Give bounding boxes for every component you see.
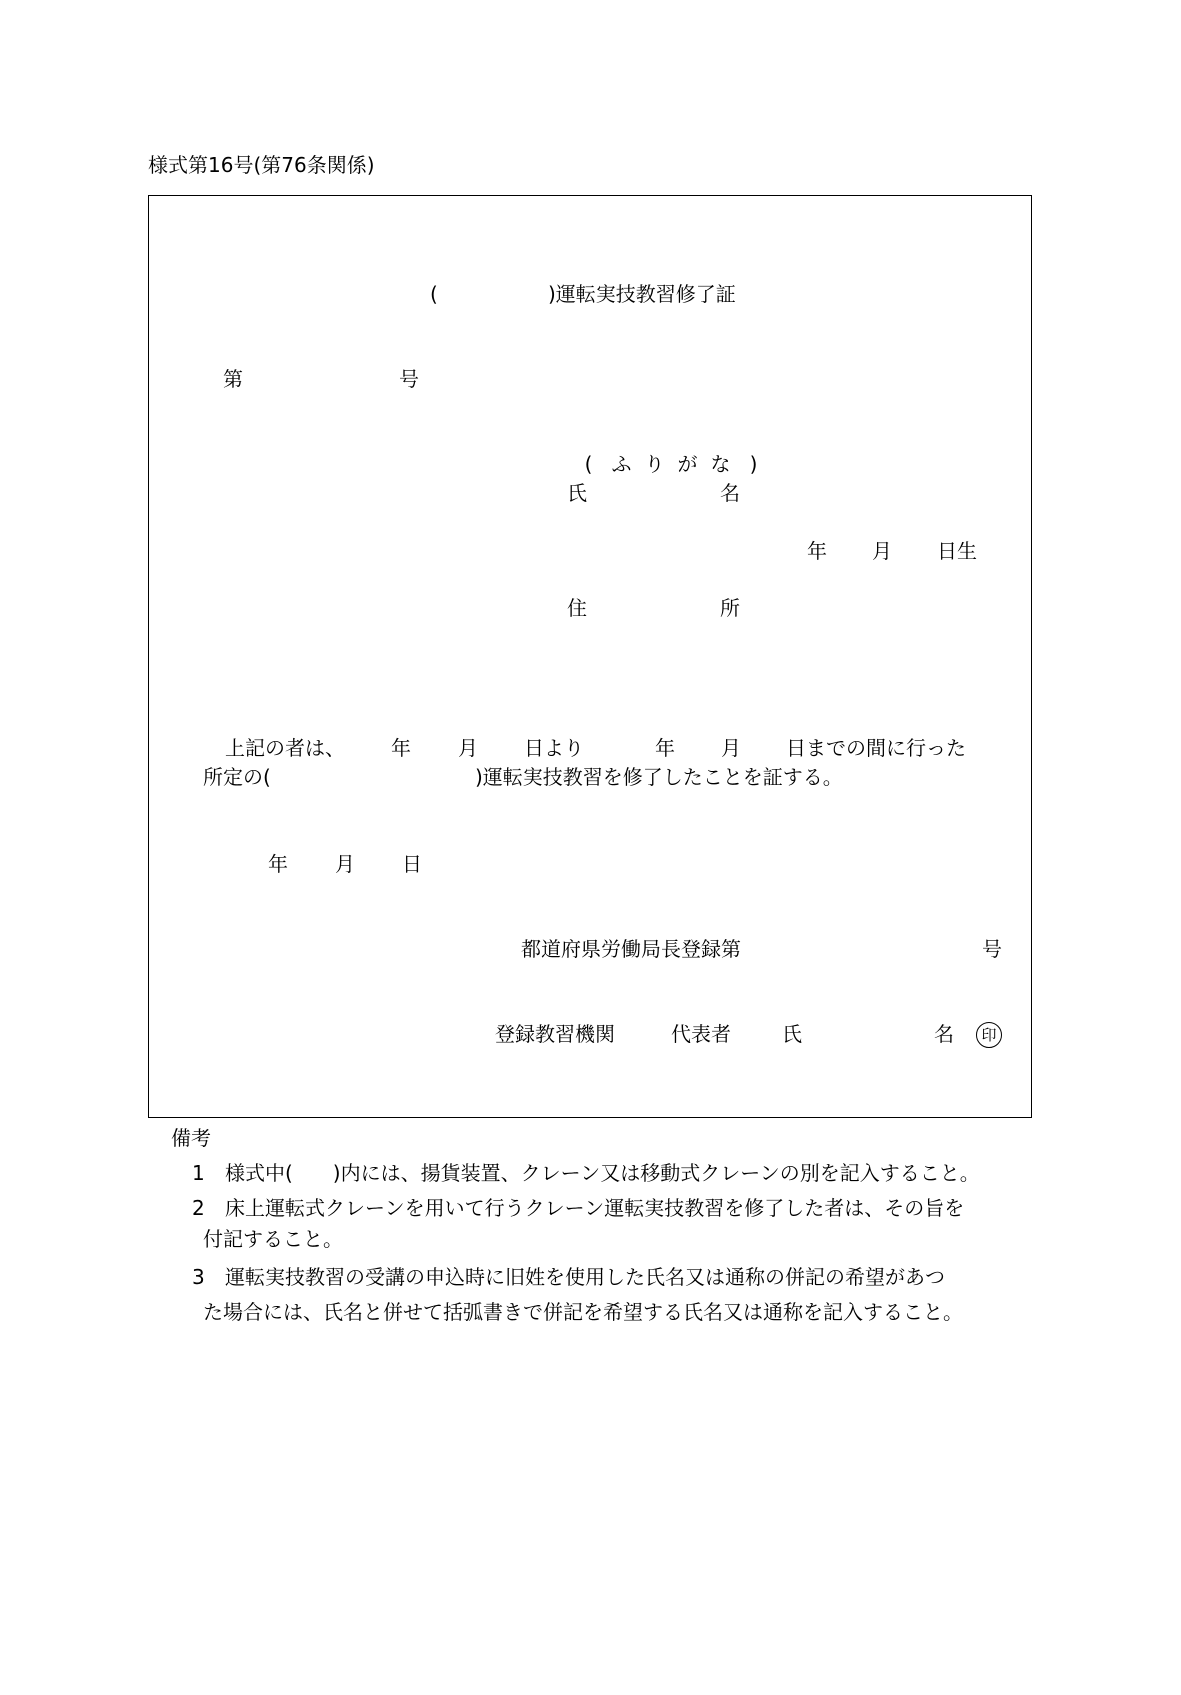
birth-year: 年 [807, 539, 827, 563]
furigana-char: な [710, 452, 731, 476]
rep-name-label-2: 名 [934, 1022, 954, 1046]
furigana-char: り [644, 452, 665, 476]
form-number: 様式第16号(第76条関係) [148, 153, 375, 177]
note-text: 床上運転式クレーンを用いて行うクレーン運転実技教習を修了した者は、その旨を [225, 1196, 965, 1220]
body-line2-a: 所定の( [203, 765, 271, 789]
body-line1-c: 月 [458, 736, 478, 760]
body-line1-d: 日より [524, 736, 584, 760]
number-prefix: 第 [223, 367, 243, 391]
body-line1-e: 年 [655, 736, 675, 760]
issue-day: 日 [402, 852, 422, 876]
institution-label: 登録教習機関 [495, 1022, 615, 1046]
notes-heading: 備考 [171, 1126, 211, 1150]
body-line1-f: 月 [721, 736, 741, 760]
certificate-title: )運転実技教習修了証 [548, 282, 736, 306]
address-label-2: 所 [720, 596, 740, 620]
furigana-char: ( [584, 452, 593, 476]
title-open-paren: ( [430, 282, 438, 306]
body-line1-g: 日までの間に行った [786, 736, 966, 760]
body-line1-b: 年 [391, 736, 411, 760]
furigana-char: が [677, 452, 698, 476]
note-number: 2 [192, 1196, 205, 1220]
issue-month: 月 [335, 852, 355, 876]
note-text: 運転実技教習の受講の申込時に旧姓を使用した氏名又は通称の併記の希望があつ [225, 1265, 945, 1289]
furigana-label [572, 454, 770, 474]
registration-suffix: 号 [982, 937, 1002, 961]
body-line1-a: 上記の者は、 [225, 736, 345, 760]
certificate-frame [148, 195, 1032, 1118]
representative-label: 代表者 [671, 1022, 731, 1046]
note-text: 付記すること。 [203, 1227, 343, 1251]
birth-month: 月 [872, 539, 892, 563]
registration-label: 都道府県労働局長登録第 [521, 937, 741, 961]
address-label-1: 住 [567, 596, 587, 620]
name-label-2: 名 [720, 481, 740, 505]
seal-icon [976, 1022, 1002, 1048]
note-number: 1 [192, 1161, 205, 1185]
body-line2-b: )運転実技教習を修了したことを証する。 [475, 765, 843, 789]
seal-mark: 印 [976, 1022, 1002, 1048]
number-suffix: 号 [399, 367, 419, 391]
note-text: た場合には、氏名と併せて括弧書きで併記を希望する氏名又は通称を記入すること。 [203, 1300, 963, 1324]
note-text: 様式中( )内には、揚貨装置、クレーン又は移動式クレーンの別を記入すること。 [225, 1161, 980, 1185]
furigana-char: ) [749, 452, 758, 476]
note-number: 3 [192, 1265, 205, 1289]
rep-name-label-1: 氏 [782, 1022, 802, 1046]
name-label-1: 氏 [567, 481, 587, 505]
birth-day: 日生 [937, 539, 977, 563]
issue-year: 年 [268, 852, 288, 876]
furigana-char: ふ [611, 452, 632, 476]
